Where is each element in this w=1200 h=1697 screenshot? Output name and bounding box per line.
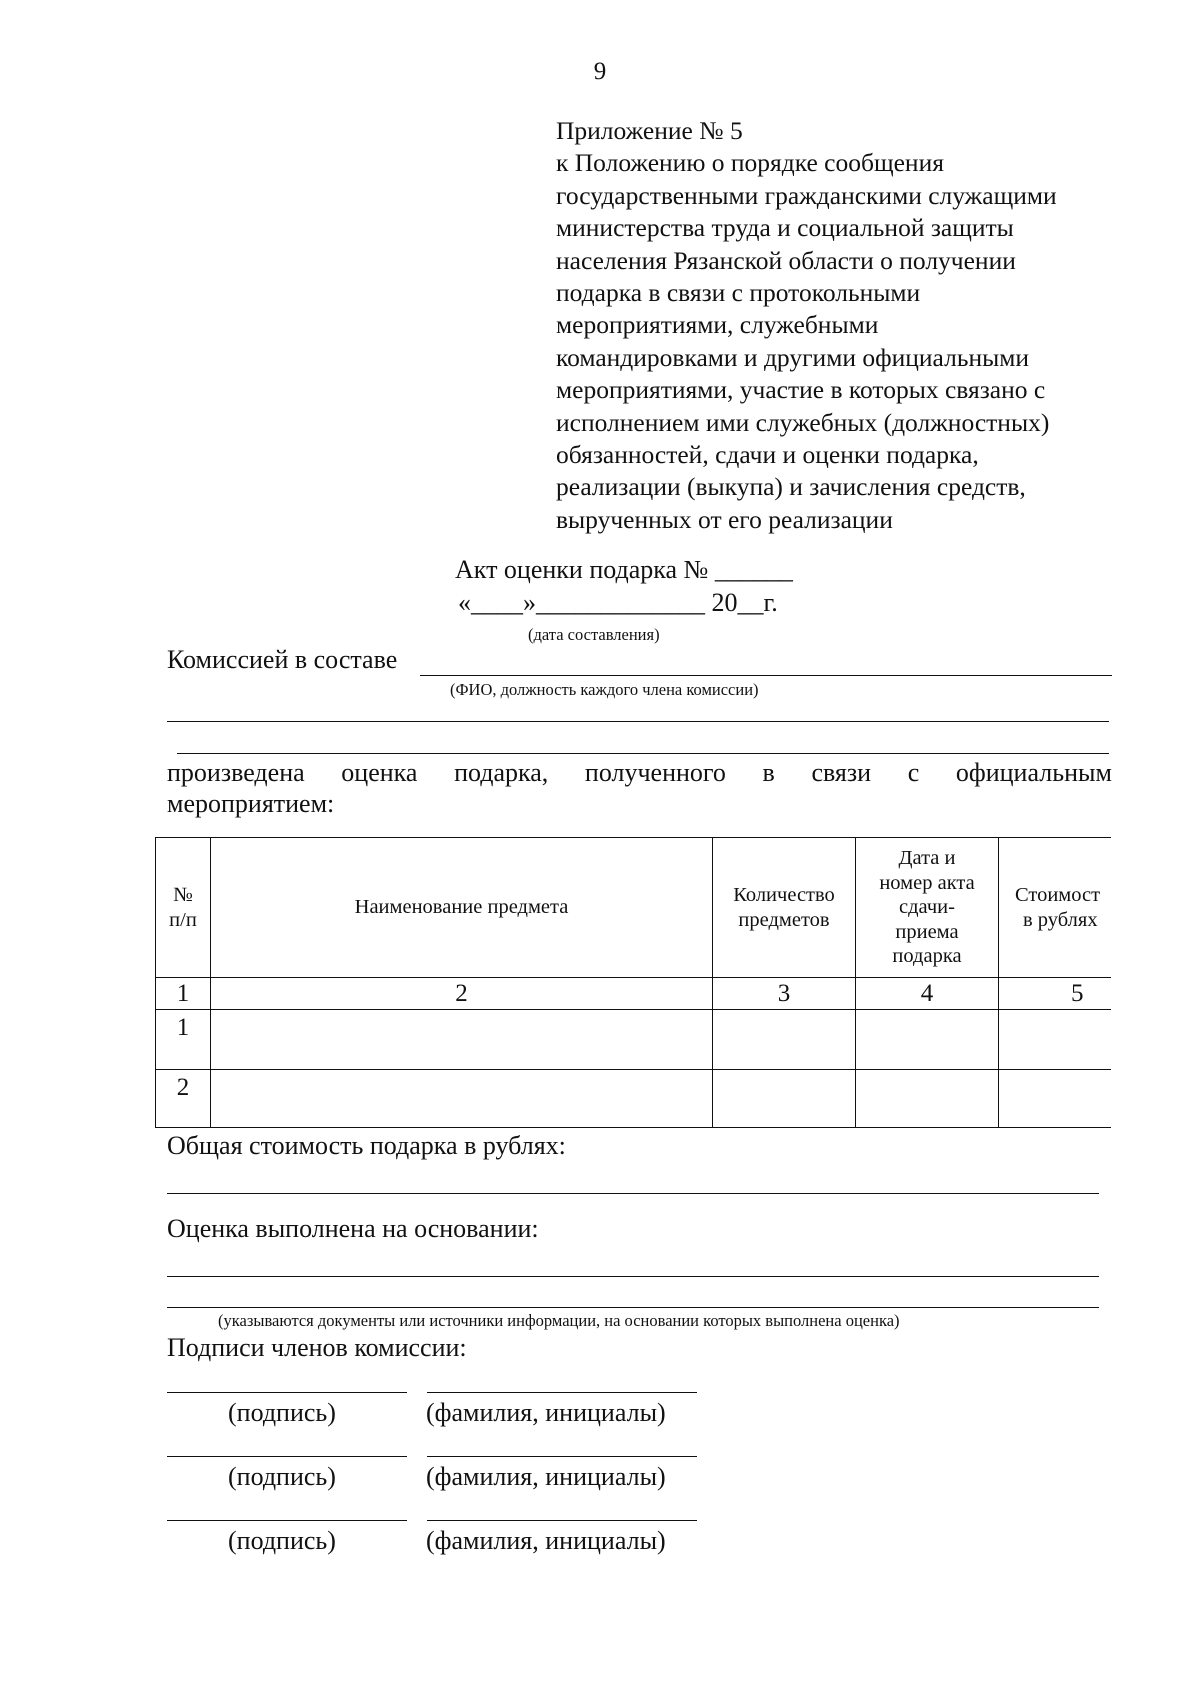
header-name [211,838,713,978]
appendix-line: командировками и другими официальными [556,342,1030,372]
row-act-cell [856,1010,999,1070]
row-cost-cell [999,1010,1111,1070]
evaluation-line-2: мероприятием: [167,789,335,818]
evaluation-word: оценка [341,758,418,787]
evaluation-word: подарка, [454,758,549,787]
total-fill-line [167,1193,1099,1194]
table-row [156,1010,1111,1070]
appendix-line: государственными гражданскими служащими [556,180,1057,210]
evaluation-word: полученного [584,758,726,787]
commission-caption: (ФИО, должность каждого члена комиссии) [450,680,759,699]
signature-line [167,1456,407,1457]
row-number: 1 [156,1010,211,1070]
appendix-line: Приложение № 5 [556,116,743,145]
header-line: Стоимост [1015,884,1101,906]
appendix-line: вырученных от его реализации [556,504,893,534]
act-date-line: «____»_____________ 20__г. [458,588,778,617]
appendix-line: мероприятиями, служебными [556,310,879,340]
basis-fill-line [167,1307,1099,1308]
evaluation-word: произведена [167,758,305,787]
basis-caption: (указываются документы или источники информации, на основании которых выполнена оценка) [218,1311,900,1330]
column-number: 3 [713,978,856,1010]
header-line: предметов [738,908,830,931]
header-line: Дата и [898,847,956,870]
header-quantity [713,838,856,978]
header-cost [999,838,1111,978]
commission-label: Комиссией в составе [167,645,398,674]
commission-fill-line [167,721,1109,722]
column-number: 5 [999,978,1111,1010]
signature-caption: (подпись) [228,1398,336,1427]
evaluation-word: официальным [955,758,1112,787]
column-number: 4 [856,978,999,1010]
table-column-numbers-row [156,978,1111,1010]
name-line [427,1520,697,1521]
row-cost-cell [999,1070,1111,1128]
gift-table [155,837,1111,1128]
header-line: Количество [733,884,835,906]
page-number: 9 [593,58,607,85]
row-quantity-cell [713,1070,856,1128]
name-line [427,1456,697,1457]
name-caption: (фамилия, инициалы) [426,1462,666,1491]
header-line: п/п [169,908,197,931]
row-act-cell [856,1070,999,1128]
row-name-cell [211,1070,713,1128]
header-line: № [173,884,193,906]
signature-caption: (подпись) [228,1526,336,1555]
name-caption: (фамилия, инициалы) [426,1398,666,1427]
header-line: сдачи- [899,896,955,919]
header-line: подарка [892,945,962,968]
header-line: в рублях [1023,908,1098,931]
evaluation-word: в [762,758,775,787]
row-name-cell [211,1010,713,1070]
appendix-line: населения Рязанской области о получении [556,245,1016,275]
signature-line [167,1520,407,1521]
column-number: 2 [211,978,713,1010]
evaluation-word: с [907,758,920,787]
column-number: 1 [156,978,211,1010]
header-line: Наименование предмета [354,896,569,919]
appendix-line: подарка в связи с протокольными [556,278,921,308]
name-caption: (фамилия, инициалы) [426,1526,666,1555]
basis-label: Оценка выполнена на основании: [167,1214,539,1243]
signature-caption: (подпись) [228,1462,336,1491]
name-line [427,1392,697,1393]
basis-fill-line [167,1276,1099,1277]
act-title: Акт оценки подарка № ______ [455,555,793,584]
appendix-line: обязанностей, сдачи и оценки подарка, [556,440,979,470]
appendix-header [556,115,1057,536]
evaluation-word: связи [811,758,872,787]
evaluation-sentence [167,757,1112,789]
table-header-row [156,838,1111,978]
header-line: номер акта [879,871,975,894]
appendix-line: реализации (выкупа) и зачисления средств, [556,472,1026,502]
appendix-line: министерства труда и социальной защиты [556,213,1014,243]
commission-fill-line [420,675,1112,676]
total-cost-label: Общая стоимость подарка в рублях: [167,1131,566,1160]
appendix-line: исполнением ими служебных (должностных) [556,407,1050,437]
commission-fill-line [177,753,1109,754]
signature-line [167,1392,407,1393]
appendix-line: к Положению о порядке сообщения [556,148,944,178]
appendix-line: мероприятиями, участие в которых связано с [556,375,1046,405]
table-row [156,1070,1111,1128]
signatures-label: Подписи членов комиссии: [167,1333,467,1362]
act-date-caption: (дата составления) [528,625,660,644]
header-line: приема [895,920,959,943]
row-quantity-cell [713,1010,856,1070]
row-number: 2 [156,1070,211,1128]
header-act [856,838,999,978]
header-number [156,838,211,978]
